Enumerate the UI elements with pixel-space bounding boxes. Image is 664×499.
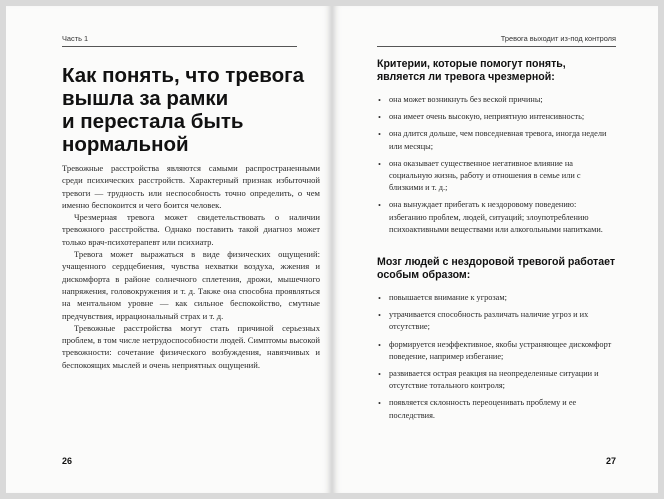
body-text: [62, 162, 320, 371]
list-item: [377, 397, 616, 421]
bullet-icon: •: [378, 95, 381, 105]
list-item-text: утрачивается способность различать наличие угроз и их отсутствие;: [389, 310, 589, 332]
page-number-left: 26: [62, 456, 73, 466]
bullet-icon: •: [378, 339, 381, 350]
header-rule-right: [377, 46, 616, 47]
chapter-title-line: вышла за рамки: [62, 87, 229, 110]
section-title: Критерии, которые помогут понять, является ли тревога чрезмерной:: [377, 58, 566, 83]
list-item-text: она вынуждает прибегать к нездоровому поведению: избеганию проблем, людей, ситуаций; злоупотреблению психоактивными веществами или алкогольными напитками.: [389, 200, 603, 234]
list-item-text: она длится дольше, чем повседневная тревога, иногда недели или месяцы;: [389, 129, 607, 151]
bullet-icon: •: [378, 129, 381, 140]
paragraph: Тревожные расстройства являются самыми распространенными среди психических расстройств. Характерный признак избыточной тревоги — трудность или неспособность точно определить, о чем именно беспокоится и чего боится человек.: [62, 163, 320, 210]
chapter-title-line: и перестала быть: [62, 110, 244, 133]
list-item-text: формируется неэффективное, якобы устраняющее дискомфорт поведение, например избегание;: [389, 339, 612, 361]
list-item: [377, 309, 616, 333]
chapter-title-line: нормальной: [62, 133, 189, 156]
running-header-right: Тревога выходит из-под контроля: [500, 34, 616, 43]
bullet-icon: •: [378, 158, 381, 169]
list-item-text: развивается острая реакция на неопределенные ситуации и отсутствие тотального контроля;: [389, 369, 599, 391]
list-item: [377, 94, 616, 106]
paragraph: Тревожные расстройства могут стать причиной серьезных проблем, в том числе нетрудоспособности людей. Симптомы высокой тревожности: сочетание физического возбуждения, навязчивых и беспокоящих мыслей и очень неприятных ощущений.: [62, 322, 320, 370]
list-item: [377, 111, 616, 123]
list-item: [377, 368, 616, 392]
list-item-text: она оказывает существенное негативное влияние на социальную жизнь, работу и отношения в семье или с близкими и т. д.;: [389, 158, 581, 193]
running-header-left: Часть 1: [62, 34, 89, 43]
list-item: [377, 158, 616, 195]
criteria-section: [377, 58, 616, 241]
bullet-icon: •: [378, 293, 381, 303]
right-page: [333, 6, 658, 493]
chapter-title: [62, 64, 312, 156]
left-page: [6, 6, 331, 493]
brain-section: [377, 256, 616, 427]
bullet-icon: •: [378, 310, 381, 321]
bullet-list: [377, 94, 616, 236]
bullet-icon: •: [378, 398, 381, 409]
paragraph: Тревога может выражаться в виде физических ощущений: учащенного сердцебиения, чувства нехватки воздуха, жжения и дискомфорта в районе солнечного сплетения, дрожи, мышечного напряжения, головокружения и т. д. Также она способна проявляться на ментальном уровне — как сильное беспокойство, смутные предчувствия, иррациональный страх и т. д.: [62, 249, 320, 321]
list-item-text: повышается внимание к угрозам;: [389, 293, 507, 302]
list-item: [377, 292, 616, 304]
bullet-icon: •: [378, 369, 381, 380]
chapter-title-line: Как понять, что тревога: [62, 64, 305, 87]
list-item: [377, 128, 616, 152]
section-title: Мозг людей с нездоровой тревогой работает особым образом:: [377, 256, 616, 281]
list-item-text: она может возникнуть без веской причины;: [389, 95, 543, 104]
bullet-icon: •: [378, 200, 381, 211]
bullet-list: [377, 292, 616, 422]
page-number-right: 27: [605, 456, 616, 466]
paragraph: Чрезмерная тревога может свидетельствовать о наличии тревожного расстройства. Однако поставить такой диагноз может только врач-психотерапевт или психиатр.: [62, 212, 320, 247]
list-item: [377, 339, 616, 363]
list-item-text: появляется склонность переоценивать проблему и ее последствия.: [389, 398, 577, 420]
list-item-text: она имеет очень высокую, неприятную интенсивность;: [389, 112, 585, 122]
bullet-icon: •: [378, 112, 381, 123]
header-rule-left: [62, 46, 297, 47]
list-item: [377, 199, 616, 236]
